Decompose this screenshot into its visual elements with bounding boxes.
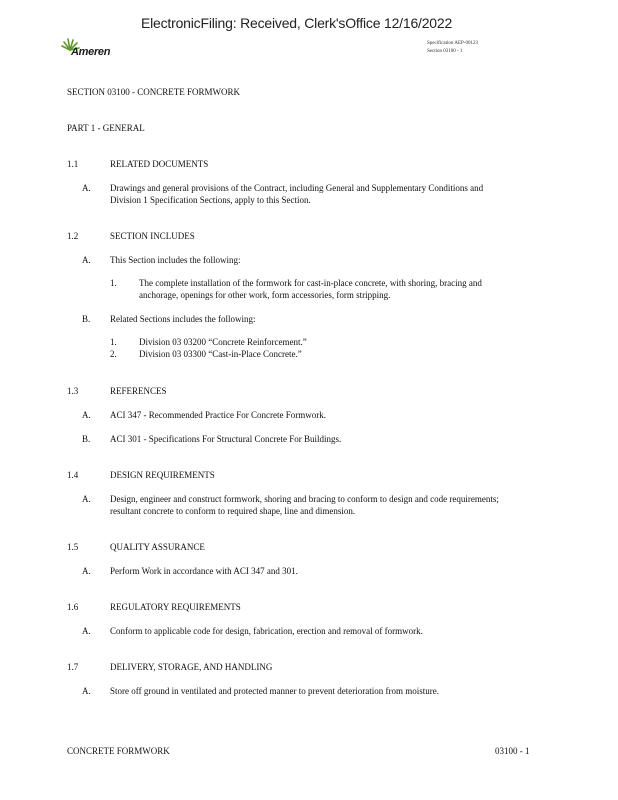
article-heading: RELATED DOCUMENTS <box>110 159 209 169</box>
section-title: SECTION 03100 - CONCRETE FORMWORK <box>67 87 241 97</box>
paragraph-text: ACI 301 - Specifications For Structural Concrete For Buildings. <box>110 434 342 444</box>
article-number: 1.4 <box>67 470 79 480</box>
article-heading: REFERENCES <box>110 386 167 396</box>
article-number: 1.5 <box>67 542 79 552</box>
paragraph-label: A. <box>82 255 91 265</box>
article-number: 1.3 <box>67 386 79 396</box>
article-heading: DESIGN REQUIREMENTS <box>110 470 215 480</box>
subparagraph-text: Division 03 03300 “Cast-in-Place Concrete.” <box>139 349 302 359</box>
paragraph-label: A. <box>82 626 91 636</box>
part-heading: PART 1 - GENERAL <box>67 123 145 133</box>
spec-reference <box>427 40 478 56</box>
paragraph-label: A. <box>82 183 91 193</box>
article-number: 1.2 <box>67 231 79 241</box>
page-number: 03100 - 1 <box>495 746 530 756</box>
paragraph-text: ACI 347 - Recommended Practice For Concrete Formwork. <box>110 410 326 420</box>
filing-stamp: ElectronicFiling: Received, Clerk'sOffice 12/16/2022 <box>141 15 453 31</box>
paragraph-line: Design, engineer and construct formwork, shoring and bracing to conform to design and code requirements; <box>110 494 499 504</box>
logo-wordmark: Ameren <box>71 46 111 58</box>
article-number: 1.7 <box>67 662 79 672</box>
paragraph-label: B. <box>82 434 91 444</box>
subparagraph-label: 1. <box>110 337 117 347</box>
subparagraph-line: anchorage, openings for other work, form accessories, form stripping. <box>139 290 391 300</box>
article-number: 1.1 <box>67 159 79 169</box>
article-number: 1.6 <box>67 602 79 612</box>
paragraph-text: Related Sections includes the following: <box>110 314 256 324</box>
ameren-logo <box>60 38 120 62</box>
subparagraph-label: 1. <box>110 278 117 288</box>
article-heading: SECTION INCLUDES <box>110 231 195 241</box>
footer-title: CONCRETE FORMWORK <box>67 746 170 756</box>
article-heading: QUALITY ASSURANCE <box>110 542 205 552</box>
subparagraph-label: 2. <box>110 349 117 359</box>
paragraph-line: Division 1 Specification Sections, apply to this Section. <box>110 195 311 205</box>
paragraph-line: resultant concrete to conform to required shape, line and dimension. <box>110 506 356 516</box>
article-heading: DELIVERY, STORAGE, AND HANDLING <box>110 662 273 672</box>
paragraph-text: Perform Work in accordance with ACI 347 and 301. <box>110 566 298 576</box>
paragraph-label: A. <box>82 686 91 696</box>
paragraph-label: A. <box>82 494 91 504</box>
paragraph-label: A. <box>82 566 91 576</box>
article-heading: REGULATORY REQUIREMENTS <box>110 602 241 612</box>
subparagraph-text: Division 03 03200 “Concrete Reinforcement.” <box>139 337 307 347</box>
paragraph-label: B. <box>82 314 91 324</box>
paragraph-line: Drawings and general provisions of the Contract, including General and Supplementary Conditions and <box>110 183 484 193</box>
spec-ref-line: Section 03100 - 1 <box>427 49 463 54</box>
spec-ref-line: Specification AEP-00123 <box>427 41 478 46</box>
paragraph-text: Conform to applicable code for design, fabrication, erection and removal of formwork. <box>110 626 423 636</box>
paragraph-text: This Section includes the following: <box>110 255 241 265</box>
paragraph-text: Store off ground in ventilated and protected manner to prevent deterioration from moisture. <box>110 686 439 696</box>
subparagraph-line: The complete installation of the formwork for cast-in-place concrete, with shoring, bracing and <box>139 278 482 288</box>
paragraph-label: A. <box>82 410 91 420</box>
